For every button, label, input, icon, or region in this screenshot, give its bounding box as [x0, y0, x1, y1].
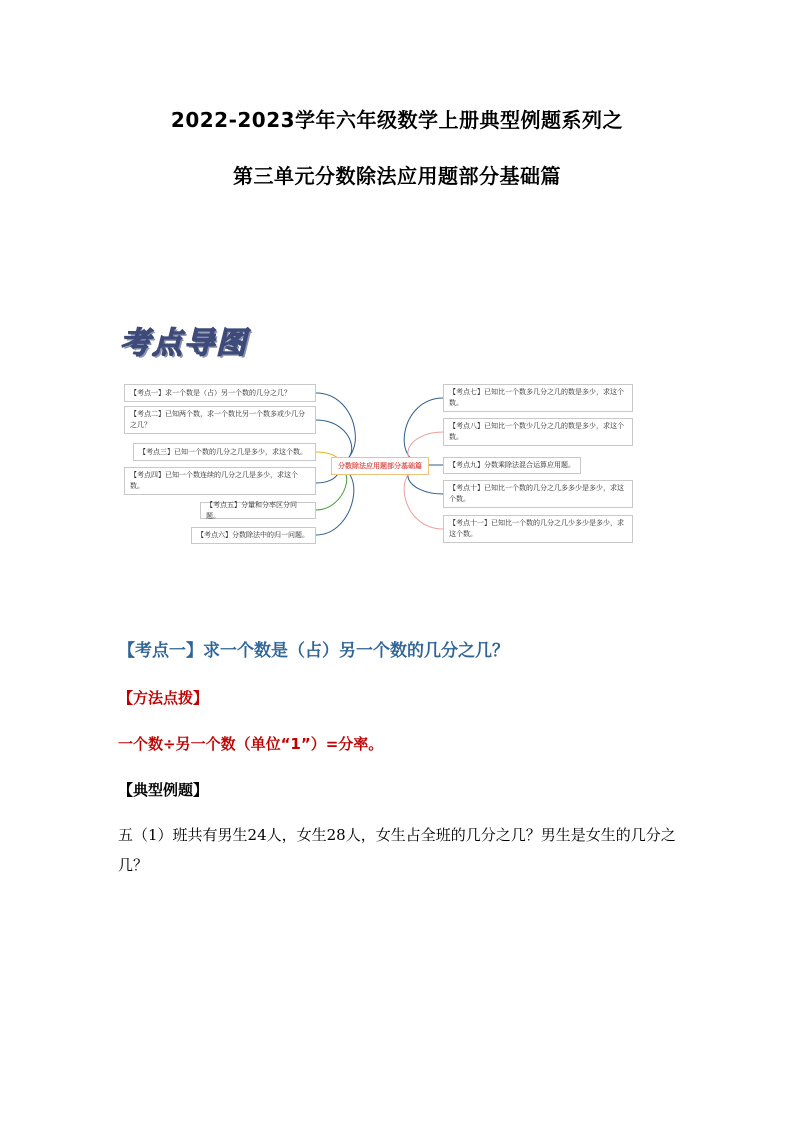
- connector-left-1: [316, 393, 355, 465]
- example-text: 五（1）班共有男生24人，女生28人，女生占全班的几分之几？男生是女生的几分之几？: [118, 826, 676, 874]
- mindmap-node-left-1: 【考点一】求一个数是（占）另一个数的几分之几？: [124, 384, 316, 402]
- method-label: 【方法点拨】: [118, 689, 209, 707]
- example-label: 【典型例题】: [118, 781, 209, 799]
- mindmap-node-right-5: 【考点十一】已知比一个数的几分之几少多少是多少，求这个数。: [443, 515, 633, 543]
- document-title-line-1: 2022-2023学年六年级数学上册典型例题系列之: [170, 108, 624, 132]
- mindmap-node-right-2: 【考点八】已知比一个数少几分之几的数是多少，求这个数。: [443, 418, 633, 446]
- mindmap-node-right-3: 【考点九】分数乘除法混合运算应用题。: [443, 457, 581, 474]
- connector-left-6: [316, 465, 354, 535]
- mindmap-node-left-4: 【考点四】已知一个数连续的几分之几是多少，求这个数。: [124, 467, 316, 495]
- mindmap-center-node: 分数除法应用题部分基础篇: [331, 457, 429, 475]
- mindmap-node-right-4: 【考点十】已知比一个数的几分之几多多少是多少，求这个数。: [443, 480, 633, 508]
- mindmap-node-left-3: 【考点三】已知一个数的几分之几是多少，求这个数。: [133, 443, 316, 461]
- mindmap-node-left-6: 【考点六】分数除法中的归一问题。: [191, 527, 316, 544]
- method-text: 一个数÷另一个数（单位“1”）=分率。: [118, 735, 384, 753]
- mindmap-node-left-5: 【考点五】分量和分率区分问题。: [200, 502, 316, 519]
- mindmap-node-left-2: 【考点二】已知两个数，求一个数比另一个数多或少几分之几？: [124, 406, 316, 434]
- section-heading: 【考点一】求一个数是（占）另一个数的几分之几？: [118, 641, 509, 661]
- connector-right-1: [404, 398, 443, 465]
- mindmap-banner: 考点导图: [120, 326, 248, 361]
- document-title-line-2: 第三单元分数除法应用题部分基础篇: [233, 164, 561, 188]
- mindmap-node-right-1: 【考点七】已知比一个数多几分之几的数是多少，求这个数。: [443, 384, 633, 412]
